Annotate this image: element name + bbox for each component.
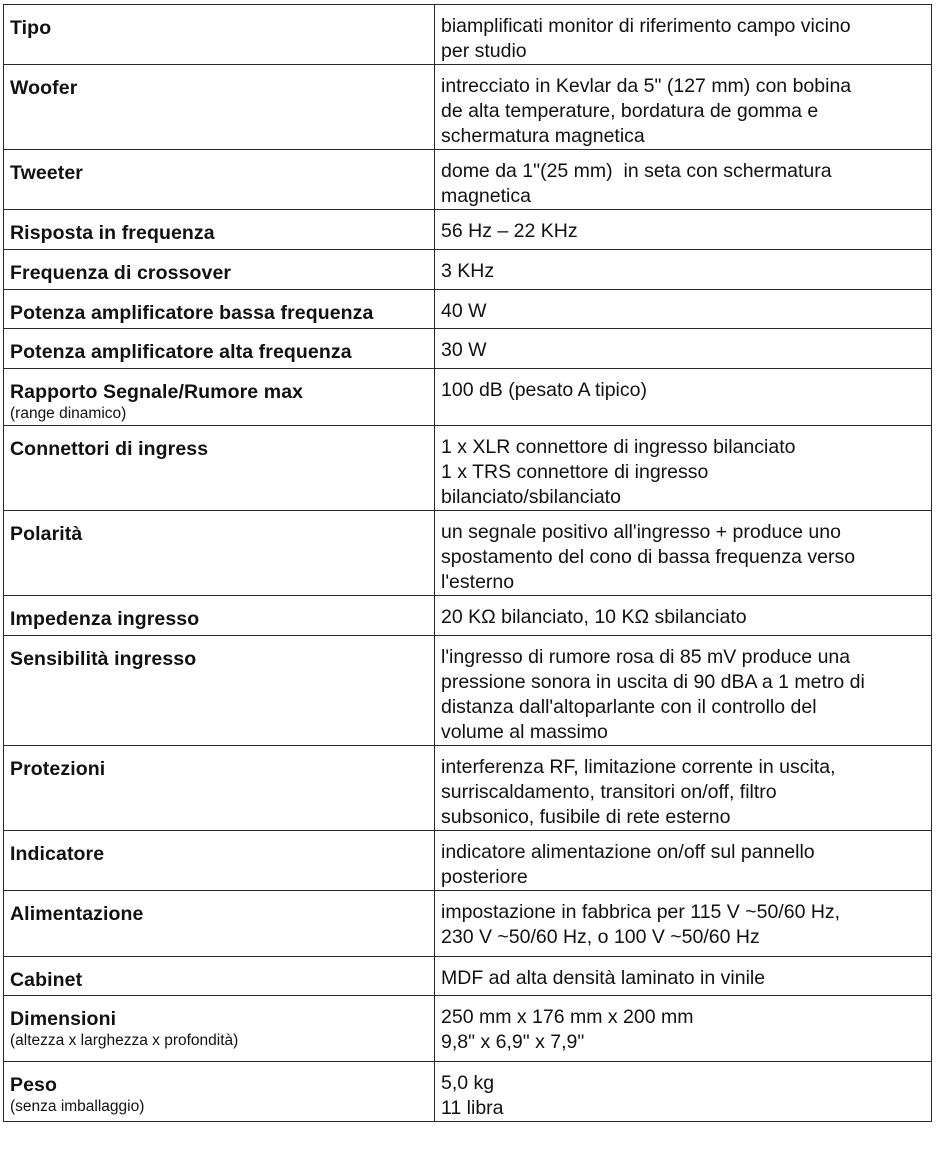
spec-value-cell [435,369,932,426]
spec-value-line: 3 KHz [441,260,495,282]
spec-label: Impedenza ingresso [10,608,200,630]
spec-value-cell [435,329,932,369]
spec-label-cell [4,65,435,150]
spec-label: Alimentazione [10,903,144,925]
spec-value-line: 230 V ~50/60 Hz, o 100 V ~50/60 Hz [441,926,760,948]
spec-value-line: bilanciato/sbilanciato [441,486,621,508]
spec-value-line: 1 x XLR connettore di ingresso bilanciato [441,436,796,458]
spec-label-cell [4,329,435,369]
spec-value-line: impostazione in fabbrica per 115 V ~50/60 Hz, [441,901,841,923]
spec-value-line: magnetica [441,185,531,207]
spec-table-body [4,5,932,1122]
spec-label: Connettori di ingress [10,438,209,460]
spec-label: Cabinet [10,969,83,991]
spec-label: Peso [10,1074,58,1096]
spec-value-line: un segnale positivo all'ingresso + produce uno [441,521,841,543]
spec-value-line: biamplificati monitor di riferimento campo vicino [441,15,851,37]
spec-label-cell [4,831,435,891]
spec-label: Risposta in frequenza [10,222,215,244]
spec-value-line: intrecciato in Kevlar da 5" (127 mm) con bobina [441,75,852,97]
spec-value-cell [435,511,932,596]
spec-value-line: 9,8" x 6,9" x 7,9" [441,1031,585,1053]
spec-label-cell [4,596,435,636]
spec-value-line: 11 libra [441,1097,504,1119]
spec-label: Tipo [10,17,52,39]
spec-label: Sensibilità ingresso [10,648,197,670]
spec-value-cell [435,250,932,290]
spec-value-line: 40 W [441,300,487,322]
spec-row [4,957,932,996]
spec-label: Indicatore [10,843,105,865]
spec-label: Dimensioni [10,1008,117,1030]
spec-label-cell [4,250,435,290]
spec-value-line: l'ingresso di rumore rosa di 85 mV produce una [441,646,851,668]
spec-value-cell [435,746,932,831]
spec-label-cell [4,210,435,250]
spec-value-cell [435,210,932,250]
spec-label: Woofer [10,77,78,99]
spec-row [4,996,932,1062]
spec-value-line: surriscaldamento, transitori on/off, filtro [441,781,777,803]
spec-value-line: volume al massimo [441,721,608,743]
spec-label-note: (range dinamico) [10,405,127,422]
spec-value-line: schermatura magnetica [441,125,645,147]
spec-value-line: 30 W [441,339,487,361]
spec-value-cell [435,636,932,746]
spec-row [4,511,932,596]
spec-label-cell [4,957,435,996]
spec-value-line: per studio [441,40,527,62]
spec-label-cell [4,891,435,957]
spec-value-line: 250 mm x 176 mm x 200 mm [441,1006,694,1028]
spec-row [4,290,932,329]
spec-row [4,831,932,891]
spec-label-cell [4,369,435,426]
spec-value-line: 100 dB (pesato A tipico) [441,379,647,401]
spec-value-cell [435,150,932,210]
spec-row [4,426,932,511]
spec-value-line: dome da 1"(25 mm) in seta con schermatura [441,160,832,182]
spec-label-cell [4,996,435,1062]
spec-label: Frequenza di crossover [10,262,232,284]
spec-label-cell [4,636,435,746]
spec-value-line: pressione sonora in uscita di 90 dBA a 1 metro di [441,671,865,693]
spec-value-cell [435,996,932,1062]
spec-value-line: subsonico, fusibile di rete esterno [441,806,731,828]
spec-label: Protezioni [10,758,106,780]
spec-value-line: l'esterno [441,571,515,593]
spec-row [4,636,932,746]
spec-row [4,596,932,636]
spec-value-cell [435,831,932,891]
spec-value-cell [435,891,932,957]
spec-value-cell [435,5,932,65]
spec-table [3,4,932,1122]
spec-label: Potenza amplificatore alta frequenza [10,341,352,363]
spec-label: Tweeter [10,162,83,184]
spec-value-line: 5,0 kg [441,1072,495,1094]
spec-row [4,369,932,426]
spec-label-cell [4,746,435,831]
spec-row [4,210,932,250]
spec-value-line: posteriore [441,866,528,888]
spec-row [4,329,932,369]
spec-label-cell [4,426,435,511]
spec-value-cell [435,957,932,996]
spec-label-cell [4,511,435,596]
spec-value-line: de alta temperature, bordatura de gomma e [441,100,819,122]
spec-value-line: spostamento del cono di bassa frequenza verso [441,546,856,568]
spec-label-cell [4,5,435,65]
spec-row [4,746,932,831]
spec-value-cell [435,426,932,511]
spec-value-cell [435,1062,932,1122]
spec-row [4,891,932,957]
spec-row [4,65,932,150]
spec-label: Potenza amplificatore bassa frequenza [10,302,374,324]
spec-row [4,250,932,290]
spec-value-line: MDF ad alta densità laminato in vinile [441,967,766,989]
spec-value-line: 56 Hz – 22 KHz [441,220,578,242]
spec-value-line: interferenza RF, limitazione corrente in uscita, [441,756,836,778]
spec-label-cell [4,150,435,210]
spec-label-cell [4,290,435,329]
spec-label-cell [4,1062,435,1122]
spec-label-note: (altezza x larghezza x profondità) [10,1032,239,1049]
spec-value-line: 1 x TRS connettore di ingresso [441,461,709,483]
spec-row [4,150,932,210]
spec-value-cell [435,65,932,150]
spec-label-note: (senza imballaggio) [10,1098,145,1115]
spec-value-line: indicatore alimentazione on/off sul pannello [441,841,815,863]
spec-row [4,5,932,65]
spec-row [4,1062,932,1122]
spec-label: Polarità [10,523,83,545]
spec-label: Rapporto Segnale/Rumore max [10,381,304,403]
spec-value-cell [435,596,932,636]
spec-value-line: 20 KΩ bilanciato, 10 KΩ sbilanciato [441,606,747,628]
spec-value-line: distanza dall'altoparlante con il controllo del [441,696,817,718]
spec-value-cell [435,290,932,329]
